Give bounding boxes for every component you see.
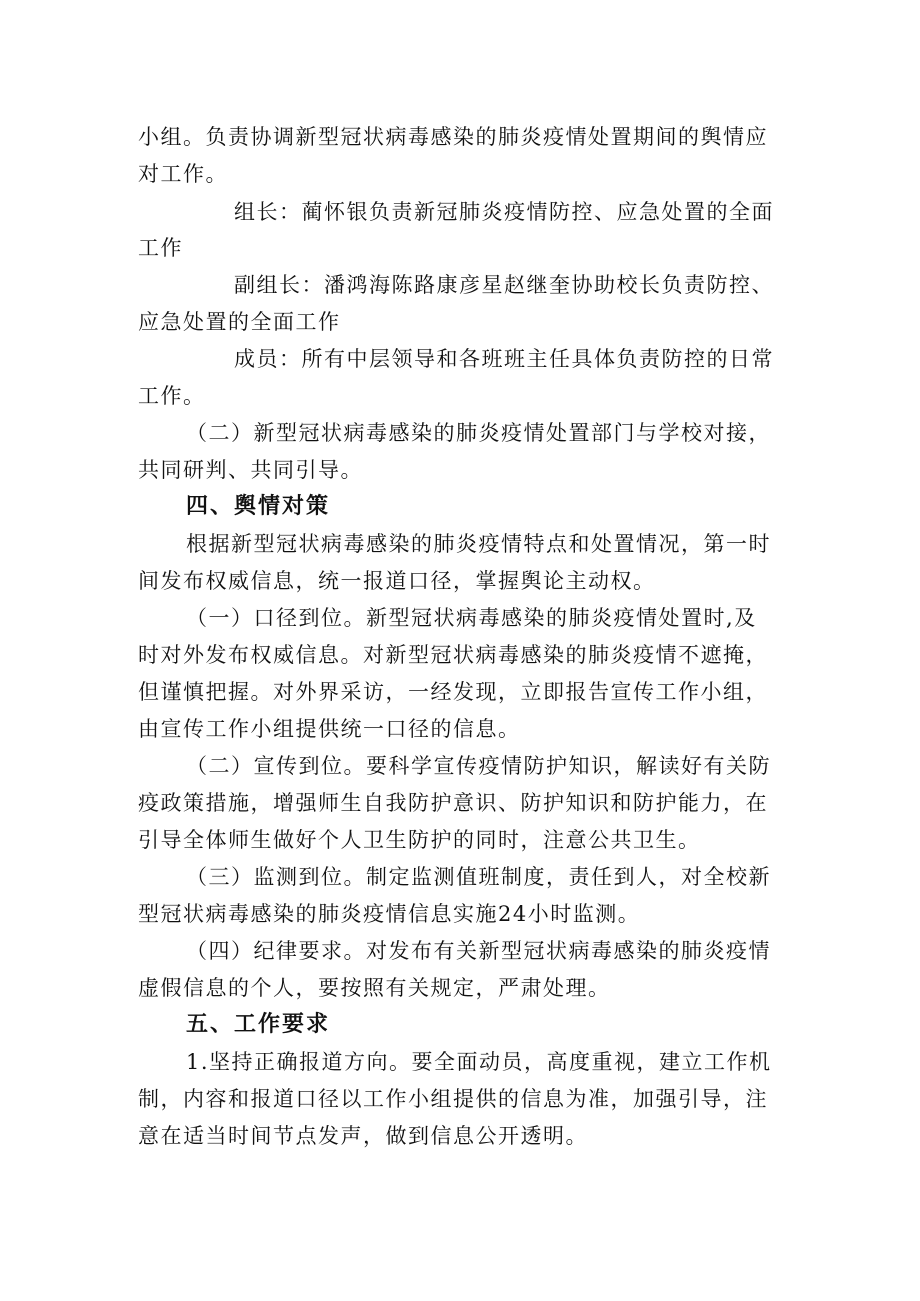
paragraph-line: （二）宣传到位。要科学宣传疫情防护知识，解读好有关防 xyxy=(186,754,771,778)
paragraph-line: （四）纪律要求。对发布有关新型冠状病毒感染的肺炎疫情 xyxy=(186,939,771,963)
paragraph-line: 根据新型冠状病毒感染的肺炎疫情特点和处置情况，第一时 xyxy=(186,532,771,556)
paragraph-line: 工作 xyxy=(138,236,183,260)
paragraph-line: 对工作。 xyxy=(138,162,228,186)
paragraph-line: （一）口径到位。新型冠状病毒感染的肺炎疫情处置时,及 xyxy=(186,606,757,630)
paragraph-line: 组长：蔺怀银负责新冠肺炎疫情防控、应急处置的全面 xyxy=(234,200,774,224)
paragraph-line: 引导全体师生做好个人卫生防护的同时，注意公共卫生。 xyxy=(138,828,701,852)
paragraph-line: 虚假信息的个人，要按照有关规定，严肃处理。 xyxy=(138,976,611,1000)
paragraph-line: 由宣传工作小组提供统一口径的信息。 xyxy=(138,717,521,741)
paragraph-line: 间发布权威信息，统一报道口径，掌握舆论主动权。 xyxy=(138,569,656,593)
section-heading: 五、工作要求 xyxy=(186,1012,331,1037)
paragraph-line: 成员：所有中层领导和各班班主任具体负责防控的日常 xyxy=(234,347,774,371)
paragraph-line: （二）新型冠状病毒感染的肺炎疫情处置部门与学校对接， xyxy=(186,421,771,445)
paragraph-line: 应急处置的全面工作 xyxy=(138,310,341,334)
section-heading: 四、舆情对策 xyxy=(186,494,331,519)
paragraph-line: 1.坚持正确报道方向。要全面动员，高度重视，建立工作机 xyxy=(186,1050,772,1074)
paragraph-line: （三）监测到位。制定监测值班制度，责任到人，对全校新 xyxy=(186,865,771,889)
paragraph-line: 制，内容和报道口径以工作小组提供的信息为准，加强引导，注 xyxy=(138,1087,768,1111)
paragraph-line: 共同研判、共同引导。 xyxy=(138,458,363,482)
paragraph-line: 型冠状病毒感染的肺炎疫情信息实施24小时监测。 xyxy=(138,902,641,926)
paragraph-line: 副组长：潘鸿海陈路康彦星赵继奎协助校长负责防控、 xyxy=(234,273,774,297)
paragraph-line: 但谨慎把握。对外界采访，一经发现，立即报告宣传工作小组， xyxy=(138,680,768,704)
paragraph-line: 疫政策措施，增强师生自我防护意识、防护知识和防护能力，在 xyxy=(138,791,768,815)
paragraph-line: 工作。 xyxy=(138,384,206,408)
paragraph-line: 小组。负责协调新型冠状病毒感染的肺炎疫情处置期间的舆情应 xyxy=(138,125,768,149)
paragraph-line: 意在适当时间节点发声，做到信息公开透明。 xyxy=(138,1124,588,1148)
paragraph-line: 时对外发布权威信息。对新型冠状病毒感染的肺炎疫情不遮掩， xyxy=(138,643,768,667)
